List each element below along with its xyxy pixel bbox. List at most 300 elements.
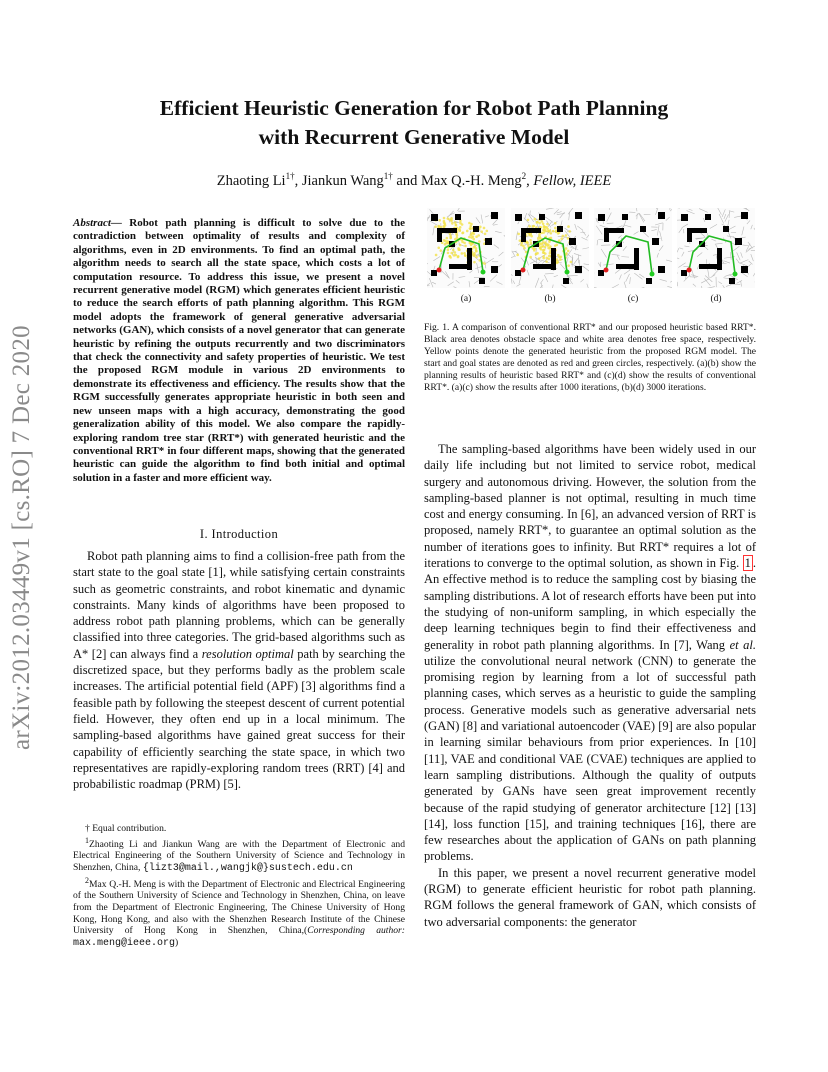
tree-edge [677,208,679,209]
tree-edge [651,229,656,230]
arxiv-stamp: arXiv:2012.03449v1 [cs.RO] 7 Dec 2020 [8,325,35,750]
obstacle-block [455,214,461,220]
tree-edge [570,248,578,250]
heuristic-point [466,230,469,233]
tree-edge [717,208,722,215]
tree-edge [494,245,499,249]
figure-label-d: (d) [710,294,722,304]
figure-label-b: (b) [544,294,556,304]
heuristic-point [570,261,573,264]
tree-edge [626,274,630,282]
figure-label-a: (a) [460,294,472,304]
heuristic-point [461,252,464,255]
heuristic-point [523,247,526,250]
obstacle-block [652,238,659,245]
heuristic-point [537,237,540,240]
heuristic-point [452,249,455,252]
tree-edge [586,232,589,238]
obstacle-block [681,270,687,276]
heuristic-point [454,251,457,254]
heuristic-point [439,249,442,252]
tree-edge [433,226,434,235]
tree-edge [430,221,438,225]
heuristic-point [538,257,541,260]
heuristic-point [538,233,541,236]
author-list: Zhaoting $Li^{1\dagger}$, Jiankun Wang$^{1\dagger}$ and Max Q.-H. Meng$^2$, Fellow, IEEE [216,171,612,189]
intro-paragraph-3: In this paper, we present a novel recurrent generative model (RGM) to generate efficient heuristic for robot path planning. RGM follows the general framework of GAN, which consists of two adversarial components: the generator [424,865,756,929]
obstacle-block [479,278,485,284]
tree-edge [697,265,698,269]
tree-edge [603,264,613,265]
tree-edge [699,209,708,213]
tree-edge [630,277,631,284]
tree-edge [740,260,749,264]
tree-edge [718,282,722,284]
tree-edge [710,275,715,278]
tree-edge [732,246,740,252]
footnote-affil-2: $^2$Max Q.-H. Meng is with the Department of Electronic and Electrical Engineering of the Southern University of Science and Technology in Shenzhen, China, on leave from the Department of Electronic Engineering, The Chinese University of Hong Kong, Hong Kong, and also with the Shenzhen Research Institute of the Chinese University of Hong Kong in Shenzhen, China,(Corresponding author: max.meng@ieee.org) [73,875,405,949]
tree-edge [697,253,702,257]
heuristic-point [552,230,555,233]
tree-edge [577,226,583,230]
tree-edge [657,225,659,235]
heuristic-point [478,240,481,243]
heuristic-point [567,250,570,253]
heuristic-point [443,217,446,220]
tree-edge [727,236,736,238]
heuristic-point [533,248,536,251]
tree-edge [456,280,460,283]
tree-edge [545,217,553,222]
tree-edge [657,253,659,258]
tree-edge [751,225,753,229]
heuristic-point [468,222,471,225]
heuristic-point [479,226,482,229]
tree-edge [554,275,558,276]
tree-edge [527,270,529,276]
heuristic-point [542,255,545,258]
tree-edge [679,248,683,249]
tree-edge [624,225,632,227]
tree-edge [582,231,586,236]
tree-edge [601,249,606,258]
tree-edge [504,235,505,241]
heuristic-point [547,230,550,233]
figure-label-c: (c) [627,294,639,304]
heuristic-point [463,252,466,255]
tree-edge [485,216,489,217]
tree-edge [746,208,749,209]
tree-edge [490,275,497,282]
tree-edge [639,213,644,222]
tree-edge [677,273,678,276]
tree-edge [660,279,667,281]
heuristic-point [443,222,446,225]
tree-edge [530,211,531,217]
obstacle-block [616,264,636,269]
tree-edge [427,286,429,287]
tree-edge [682,252,684,256]
goal-state [481,270,486,275]
tree-edge [754,228,755,235]
tree-edge [711,239,716,241]
heuristic-point [519,239,522,242]
tree-edge [448,282,454,286]
figure-panel-c [594,208,672,288]
obstacle-block [563,278,569,284]
heuristic-point [565,247,568,250]
tree-edge [654,208,657,209]
heuristic-point [546,257,549,260]
tree-edge [659,246,663,251]
start-state [687,268,692,273]
heuristic-point [557,254,560,257]
heuristic-point [472,238,475,241]
tree-edge [706,287,715,288]
heuristic-point [528,225,531,228]
heuristic-point [435,254,438,257]
tree-edge [530,261,536,264]
heuristic-point [442,225,445,228]
obstacle-block [646,278,652,284]
heuristic-point [554,227,557,230]
tree-edge [511,256,515,259]
heuristic-point [517,233,520,236]
obstacle-block [473,226,479,232]
tree-edge [568,208,574,214]
tree-edge [476,217,480,223]
tree-edge [684,275,690,281]
heuristic-point [549,247,552,250]
figure-panel-a [427,208,505,288]
tree-edge [724,261,730,263]
tree-edge [666,217,670,221]
tree-edge [746,244,750,251]
heuristic-point [545,260,548,263]
obstacle-block [741,212,748,219]
heuristic-point [536,221,539,224]
heuristic-point [458,229,461,232]
heuristic-point [443,239,446,242]
heuristic-point [437,246,440,249]
obstacle-block [533,264,553,269]
tree-edge [469,281,470,287]
tree-edge [716,255,717,259]
obstacle-block [557,226,563,232]
heuristic-point [477,234,480,237]
heuristic-point [543,226,546,229]
tree-edge [660,231,662,241]
tree-edge [710,224,717,228]
heuristic-point [550,232,553,235]
abstract: Abstract— Robot path planning is difficult to solve due to the contradiction between optimality of results and complexity of algorithms, even in 2D environments. To find an optimal path, the algorithm needs to search all the state space, which costs a lot of computation resource. To address this issue, we present a novel recurrent generative model (RGM) which generates efficient heuristic to reduce the search efforts of path planning algorithm. This RGM model adopts the framework of general generative adversarial networks (GAN), which consists of a novel generator that can generate heuristic by refining the outputs recurrently and two discriminators that check the connectivity and safety properties of heuristic. We test the proposed RGM module in various 2D environments to demonstrate its effectiveness and efficiency. The results show that the RGM successfully generates appropriate heuristic in both seen and new unseen maps with a high accuracy, demonstrating the good generalization ability of this model. We also compare the rapidly-exploring random tree star (RRT*) with generated heuristic and the conventional RRT* in four different maps, showing that the generated heuristic can guide the algorithm to find both initial and optimal solution in a faster and more efficient way. [73,217,405,484]
tree-edge [578,254,579,263]
heuristic-point [541,220,544,223]
heuristic-point [520,244,523,247]
heuristic-point [472,235,475,238]
heuristic-point [454,221,457,224]
heuristic-point [560,237,563,240]
tree-edge [724,214,726,219]
heuristic-point [447,217,450,220]
title-line-1: Efficient Heuristic Generation for Robot Path Planning [159,96,669,120]
author-2: Jiankun Wang [301,172,384,189]
heuristic-point [485,230,488,233]
heuristic-point [455,224,458,227]
heuristic-point [544,245,547,248]
tree-edge [743,245,749,246]
heuristic-point [542,222,545,225]
tree-edge [624,282,626,288]
tree-edge [655,223,663,225]
tree-edge [677,256,679,259]
email-sustech[interactable]: {lizt3@mail.,wangjk@}sustech.edu.cn [142,862,353,874]
tree-edge [584,264,589,265]
heuristic-point [438,219,441,222]
intro-right-column [424,441,756,930]
heuristic-point [546,228,549,231]
heuristic-point [469,227,472,230]
tree-edge [666,260,672,262]
obstacle-block [569,238,576,245]
heuristic-point [447,252,450,255]
heuristic-point [449,236,452,239]
heuristic-point [451,222,454,225]
tree-edge [728,220,730,227]
tree-edge [569,245,573,248]
heuristic-point [437,226,440,229]
obstacle-block [699,264,719,269]
heuristic-point [453,254,456,257]
heuristic-point [529,256,532,259]
author-1: Zhaoting Li [216,172,286,189]
heuristic-point [459,244,462,247]
paper-title [80,94,748,152]
tree-edge [691,275,698,277]
tree-edge [427,263,428,267]
tree-edge [582,247,589,249]
start-state [521,268,526,273]
tree-edge [567,275,578,276]
tree-edge [560,212,565,218]
obstacle-block [575,266,582,273]
heuristic-point [545,243,548,246]
tree-edge [667,286,672,287]
tree-edge [730,252,731,260]
heuristic-point [542,241,545,244]
obstacle-block [491,212,498,219]
start-state [437,268,442,273]
heuristic-point [548,240,551,243]
tree-edge [475,267,481,269]
tree-edge [703,218,705,222]
tree-edge [496,282,502,285]
obstacle-block [598,214,605,221]
obstacle-block [705,214,711,220]
heuristic-point [562,235,565,238]
obstacle-block [521,228,526,242]
author-3-title: Fellow, IEEE [533,172,612,189]
heuristic-point [533,225,536,228]
tree-edge [485,258,494,264]
tree-edge [737,252,741,260]
heuristic-point [529,239,532,242]
tree-edge [574,258,579,264]
tree-edge [567,257,569,263]
tree-edge [715,243,723,244]
heuristic-point [544,230,547,233]
heuristic-point [443,220,446,223]
heuristic-point [458,248,461,251]
heuristic-point [480,230,483,233]
heuristic-point [567,237,570,240]
tree-edge [515,251,519,253]
tree-edge [525,213,527,219]
heuristic-point [565,234,568,237]
obstacle-block [622,214,628,220]
figure-caption: Fig. 1. A comparison of conventional RRT* and our proposed heuristic based RRT*. Black area denotes obstacle space and white area denotes free space, respectively. Yellow points denote the generated heuristic from the proposed RGM model. The start and goal states are denoted as red and green circles, respectively. (a)(b) show the planning results of heuristic based RRT* and (c)(d) show the results of conventional RRT*. (a)(c) show the results after 1000 iterations, (b)(d) 3000 iterations. [424,322,756,394]
heuristic-point [450,220,453,223]
tree-edge [552,285,553,288]
tree-edge [619,274,621,279]
tree-edge [670,208,671,210]
obstacle-block [658,212,665,219]
tree-edge [713,270,719,276]
tree-edge [726,285,732,287]
tree-edge [540,279,543,283]
tree-edge [499,252,504,256]
tree-edge [597,240,598,245]
heuristic-point [527,219,530,222]
section-heading-introduction: I. Introduction [199,527,279,541]
tree-edge [598,263,600,267]
tree-edge [636,287,644,288]
obstacle-block [539,214,545,220]
obstacle-block [687,228,692,242]
tree-edge [612,254,620,255]
obstacle-block [515,270,521,276]
tree-edge [587,284,589,288]
title-line-2: with Recurrent Generative Model [258,125,570,149]
email-meng[interactable]: max.meng@ieee.org [73,937,176,949]
heuristic-point [540,245,543,248]
heuristic-point [434,225,437,228]
heuristic-point [540,248,543,251]
tree-edge [687,211,695,214]
heuristic-point [469,225,472,228]
obstacle-block [735,238,742,245]
heuristic-point [450,252,453,255]
heuristic-point [450,217,453,220]
heuristic-point [536,252,539,255]
tree-edge [574,253,581,255]
heuristic-point [546,223,549,226]
figure-panel-b [511,208,589,288]
intro-paragraph-2: The sampling-based algorithms have been widely used in our daily life including but not limited to service robot, medical surgery and autonomous driving. However, the solution from the sampling-based planner is not optimal, resulting in much time cost and energy consuming. In [6], an advanced version of RRT is proposed, namely RRT*, to guarantee an optimal solution as the number of iterations goes to infinity. But RRT* requires a lot of iterations to converge to the optimal solution, as shown in Fig. 1 . An effective method is to reduce the sampling cost by biasing the sampling distributions. A lot of research efforts have been put into the studying of non-uniform sampling, in which especially the deep learning techniques begin to find their effectiveness and generality in robot path planning algorithms. In [7], Wang et al. utilize the convolutional neural network (CNN) to generate the promising region by learning from a lot of successful path planning cases, which serves as a heuristic to guide the sampling process. Generative models such as generative adversarial nets (GAN) [8] and variational autoencoder (VAE) [9] are also popular in learning similar behaviours from prior experiences. In [10] [11], VAE and conditional VAE (CVAE) techniques are applied to learn sampling distributions. Although the quality of outputs generated by GANs have seen great improvement recently because of the rapid studying of generator architecture [12] [13] [14], loss function [15], and training techniques [16], there are few researches about the application of GANs on path planning problems. [424,442,756,864]
obstacle-block [575,212,582,219]
tree-edge [495,231,502,232]
tree-edge [612,284,619,288]
heuristic-point [559,258,562,261]
obstacle-block [598,270,604,276]
heuristic-point [542,251,545,254]
intro-paragraph-1: Robot path planning aims to find a collision-free path from the start state to the goal state [1], while satisfying certain constraints such as geometric constraints, and robot kinematic and dynamic constraints. Many kinds of algorithms have been proposed to address robot path planning problems, which can be generally classified into three categories. The grid-based algorithms such as A* [2] can always find a resolution optimal path by searching the discretized space, but they performs badly as the problem scale increases. The artificial potential field (APF) [3] algorithms find a feasible path by following the steepest descent of current potential field. However, they often end up in a local minimum. The sampling-based algorithms have gained great success for their capability of efficiently searching the state space, in which two representatives are rapidly-exploring random trees (RRT) [4] and probabilistic roadmap (PRM) [5]. [73,549,406,792]
obstacle-block [449,264,469,269]
obstacle-block [741,266,748,273]
tree-edge [623,246,627,250]
footnote-affil-1: $^1$Zhaoting Li and Jiankun Wang are with the Department of Electronic and Electrical Engineering of the Southern University of Science and Technology in Shenzhen, China, {lizt3@mail.,wangjk@}sustech.edu.cn [73,835,405,874]
tree-edge [482,256,486,259]
heuristic-point [473,245,476,248]
obstacle-block [658,266,665,273]
tree-edge [741,252,743,257]
heuristic-point [461,223,464,226]
footnotes [73,823,405,949]
heuristic-point [447,249,450,252]
tree-edge [511,278,512,283]
tree-edge [561,285,569,288]
tree-edge [575,245,577,250]
tree-edge [747,220,750,224]
start-state [604,268,609,273]
heuristic-point [567,225,570,228]
goal-state [733,272,738,277]
tree-edge [751,254,754,261]
obstacle-block [485,238,492,245]
tree-edge [554,209,559,214]
heuristic-point [483,227,486,230]
tree-edge [617,255,619,259]
tree-edge [682,224,688,228]
obstacle-block [640,226,646,232]
heuristic-point [557,232,560,235]
tree-edge [430,209,434,213]
tree-edge [736,259,739,262]
tree-edge [535,278,539,288]
heuristic-point [568,230,571,233]
tree-edge [432,282,436,284]
author-3-affil: 2 [521,171,527,181]
goal-state [565,270,570,275]
tree-edge [741,281,742,286]
tree-edge [427,215,430,224]
tree-edge [513,280,515,283]
heuristic-point [473,261,476,264]
tree-edge [594,287,597,288]
goal-state [650,272,655,277]
figure-ref-link[interactable]: 1 [744,556,751,571]
obstacle-block [431,214,438,221]
intro-left-column [73,548,405,792]
author-3: Max Q.-H. Meng [420,172,522,189]
tree-edge [684,246,689,247]
heuristic-point [475,250,478,253]
obstacle-block [681,214,688,221]
tree-edge [738,262,747,265]
tree-edge [517,284,521,286]
tree-edge [596,226,602,235]
tree-edge [511,271,513,275]
tree-edge [607,213,612,222]
heuristic-point [457,256,460,259]
heuristic-point [448,255,451,258]
heuristic-point [456,234,459,237]
tree-edge [544,275,548,282]
heuristic-point [516,254,519,257]
tree-edge [693,284,696,287]
tree-edge [700,233,704,237]
tree-edge [636,208,637,211]
